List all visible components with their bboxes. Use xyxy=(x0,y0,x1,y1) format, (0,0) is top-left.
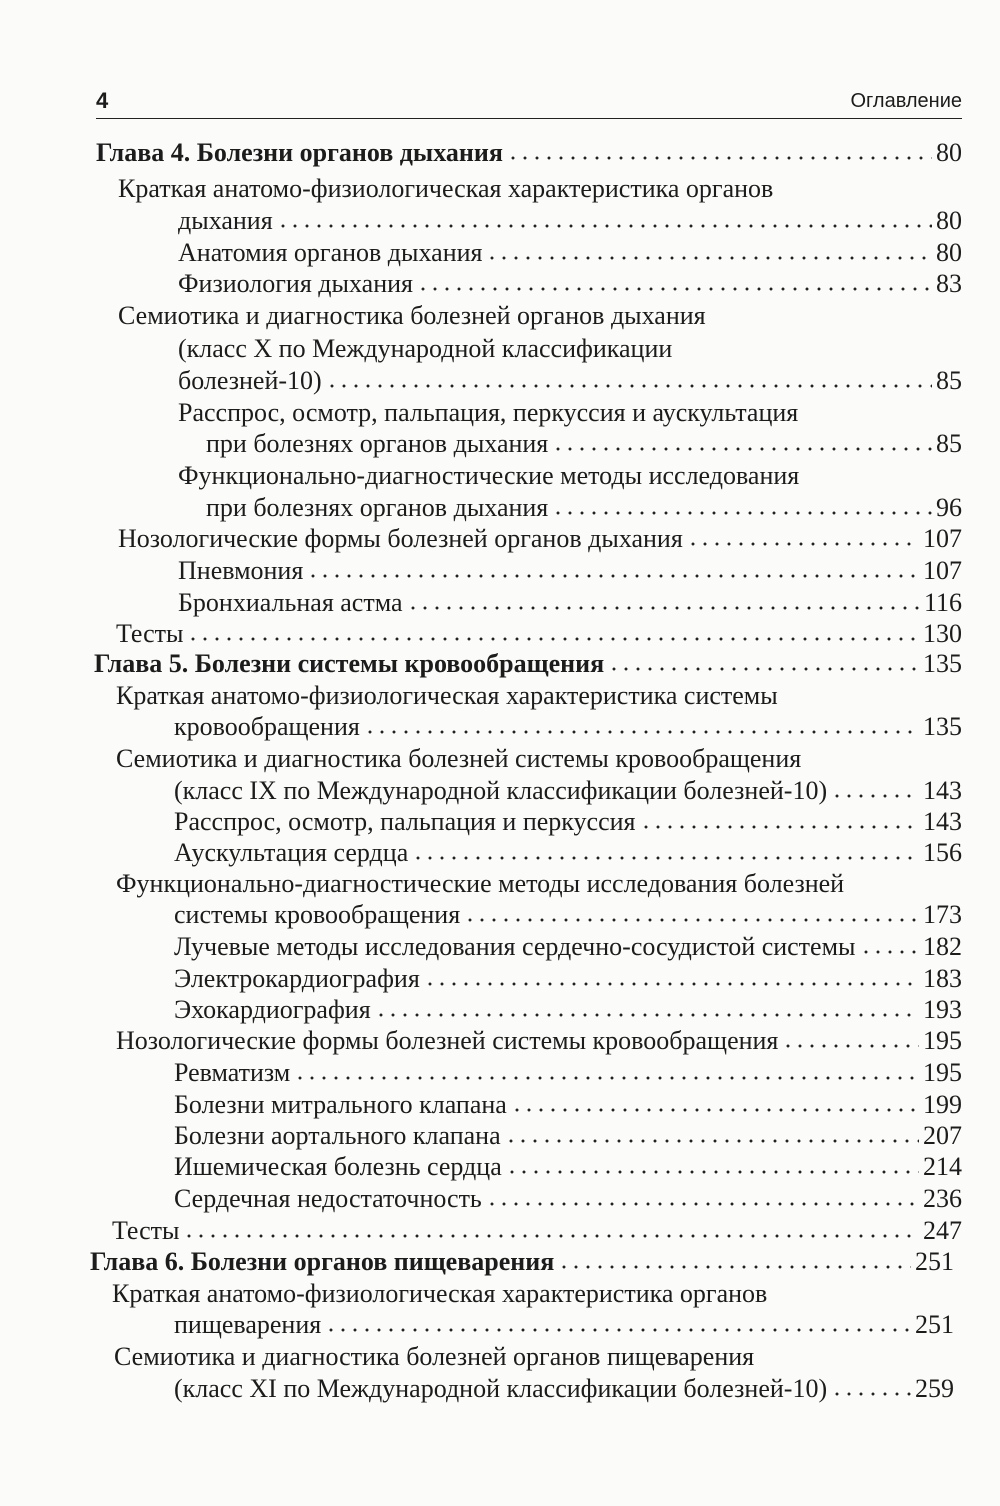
toc-entry-title: Функционально-диагностические методы исследования xyxy=(178,461,800,490)
toc-entry xyxy=(112,1215,962,1247)
dot-leader xyxy=(860,949,919,955)
toc-page-number: 247 xyxy=(923,1216,962,1245)
toc-page-number: 193 xyxy=(923,995,962,1024)
toc-chapter-entry xyxy=(90,1246,954,1278)
toc-entry xyxy=(178,397,962,429)
toc-page-number: 173 xyxy=(923,900,962,929)
toc-page-number: 143 xyxy=(923,807,962,836)
toc-entry xyxy=(178,555,962,587)
toc-entry-title: Физиология дыхания xyxy=(178,269,413,298)
dot-leader xyxy=(187,636,919,642)
toc-entry-title: пищеварения xyxy=(174,1310,322,1339)
toc-entry-title: Расспрос, осмотр, пальпация, перкуссия и аускультация xyxy=(178,398,799,427)
toc-entry xyxy=(116,618,962,650)
toc-page-number: 195 xyxy=(923,1026,962,1055)
toc-entry xyxy=(174,711,962,743)
toc-entry xyxy=(174,1373,954,1405)
toc-entry-title: при болезнях органов дыхания xyxy=(206,429,549,458)
toc-page-number: 130 xyxy=(923,619,962,648)
toc-page-number: 182 xyxy=(923,932,962,961)
toc-entry xyxy=(178,365,962,397)
toc-page-number: 135 xyxy=(923,649,962,678)
toc-page-number: 236 xyxy=(923,1184,962,1213)
toc-entry xyxy=(174,963,962,995)
dot-leader xyxy=(412,855,919,861)
toc-page-number: 80 xyxy=(936,238,962,267)
dot-leader xyxy=(608,666,919,672)
toc-entry-title: Краткая анатомо-физиологическая характеристика системы xyxy=(116,681,778,710)
toc-entry-title: Глава 6. Болезни органов пищеварения xyxy=(90,1247,555,1276)
toc-page-number: 96 xyxy=(936,493,962,522)
toc-entry xyxy=(178,333,962,365)
toc-entry xyxy=(174,1120,962,1152)
dot-leader xyxy=(294,1075,919,1081)
toc-page-number: 135 xyxy=(923,712,962,741)
toc-page-number: 80 xyxy=(936,138,962,167)
dot-leader xyxy=(511,1107,919,1113)
toc-page-number: 83 xyxy=(936,269,962,298)
toc-page-number: 116 xyxy=(923,588,962,617)
toc-entry-title: Тесты xyxy=(116,619,184,648)
toc-entry xyxy=(174,931,962,963)
toc-page-number: 85 xyxy=(936,366,962,395)
toc-entry xyxy=(178,237,962,269)
toc-entry-title: Болезни аортального клапана xyxy=(174,1121,501,1150)
toc-entry xyxy=(112,1278,954,1310)
toc-entry-title: Семиотика и диагностика болезней системы кровообращения xyxy=(116,744,802,773)
dot-leader xyxy=(552,510,932,516)
toc-entry xyxy=(174,806,962,838)
dot-leader xyxy=(640,824,920,830)
toc-entry xyxy=(116,868,962,900)
dot-leader xyxy=(375,1012,919,1018)
toc-entry xyxy=(174,1057,962,1089)
toc-entry xyxy=(206,492,962,524)
toc-page-number: 195 xyxy=(923,1058,962,1087)
page-number: 4 xyxy=(96,88,109,113)
toc-entry xyxy=(174,994,962,1026)
toc-entry-title: (класс IX по Международной классификации болезней-10) xyxy=(174,776,828,805)
toc-entry-title: Семиотика и диагностика болезней органов дыхания xyxy=(118,301,706,330)
toc-entry-title: Ишемическая болезнь сердца xyxy=(174,1152,502,1181)
toc-entry-title: при болезнях органов дыхания xyxy=(206,493,549,522)
toc-entry-title: (класс X по Международной классификации xyxy=(178,334,673,363)
toc-entry xyxy=(118,173,962,205)
dot-leader xyxy=(417,286,932,292)
toc-entry-title: Ревматизм xyxy=(174,1058,291,1087)
toc-entry xyxy=(178,268,962,300)
toc-entry-title: Семиотика и диагностика болезней органов пищеварения xyxy=(114,1342,755,1371)
dot-leader xyxy=(464,917,919,923)
dot-leader xyxy=(326,383,932,389)
toc-entry xyxy=(178,587,962,619)
toc-entry-title: Эхокардиография xyxy=(174,995,371,1024)
toc-entry xyxy=(116,680,962,712)
toc-entry xyxy=(206,428,962,460)
toc-entry xyxy=(174,837,962,869)
toc-entry-title: Сердечная недостаточность xyxy=(174,1184,482,1213)
toc-entry-title: Пневмония xyxy=(178,556,304,585)
toc-page-number: 143 xyxy=(923,776,962,805)
toc-entry xyxy=(114,1341,954,1373)
running-title: Оглавление xyxy=(850,90,962,112)
toc-page-number: 107 xyxy=(923,524,962,553)
dot-leader xyxy=(486,255,932,261)
toc-entry-title: Электрокардиография xyxy=(174,964,420,993)
toc-entry-title: Анатомия органов дыхания xyxy=(178,238,483,267)
toc-entry-title: (класс XI по Международной классификации болезней-10) xyxy=(174,1374,828,1403)
dot-leader xyxy=(552,446,932,452)
toc-entry xyxy=(118,300,962,332)
dot-leader xyxy=(486,1201,919,1207)
toc-entry-title: Лучевые методы исследования сердечно-сосудистой системы xyxy=(174,932,856,961)
toc-entry-title: Болезни митрального клапана xyxy=(174,1090,507,1119)
toc-page-number: 80 xyxy=(936,206,962,235)
toc-page-number: 251 xyxy=(915,1247,954,1276)
dot-leader xyxy=(364,729,919,735)
dot-leader xyxy=(507,155,932,161)
toc-entry-title: Глава 5. Болезни системы кровообращения xyxy=(94,649,605,678)
toc-entry-title: Нозологические формы болезней системы кровообращения xyxy=(116,1026,779,1055)
toc-entry xyxy=(174,775,962,807)
toc-page-number: 214 xyxy=(923,1152,962,1181)
dot-leader xyxy=(558,1264,911,1270)
toc-entry xyxy=(178,205,962,237)
dot-leader xyxy=(424,981,919,987)
toc-entry-title: Краткая анатомо-физиологическая характеристика органов xyxy=(118,174,774,203)
dot-leader xyxy=(782,1043,919,1049)
toc-entry-title: Глава 4. Болезни органов дыхания xyxy=(96,138,503,167)
page-header xyxy=(96,84,962,119)
dot-leader xyxy=(183,1233,919,1239)
dot-leader xyxy=(277,223,932,229)
dot-leader xyxy=(831,1391,911,1397)
toc-entry-title: системы кровообращения xyxy=(174,900,461,929)
dot-leader xyxy=(307,573,919,579)
toc-page-number: 251 xyxy=(915,1310,954,1339)
toc-entry xyxy=(174,1183,962,1215)
toc-entry xyxy=(116,1025,962,1057)
toc-entry-title: Тесты xyxy=(112,1216,180,1245)
dot-leader xyxy=(407,605,920,611)
toc-entry xyxy=(174,1089,962,1121)
toc-entry xyxy=(178,460,962,492)
toc-page-number: 85 xyxy=(936,429,962,458)
toc-entry xyxy=(118,523,962,555)
toc-page-number: 259 xyxy=(915,1374,954,1403)
toc-entry-title: болезней-10) xyxy=(178,366,322,395)
toc-entry xyxy=(174,1309,954,1341)
toc-chapter-entry xyxy=(96,137,962,169)
toc-page-number: 199 xyxy=(923,1090,962,1119)
toc-page-number: 207 xyxy=(923,1121,962,1150)
dot-leader xyxy=(506,1169,919,1175)
toc-entry-title: Расспрос, осмотр, пальпация и перкуссия xyxy=(174,807,636,836)
toc-entry-title: Бронхиальная астма xyxy=(178,588,403,617)
toc-entry xyxy=(174,899,962,931)
toc-chapter-entry xyxy=(94,648,962,680)
dot-leader xyxy=(505,1138,919,1144)
toc-entry-title: Нозологические формы болезней органов дыхания xyxy=(118,524,683,553)
dot-leader xyxy=(687,541,919,547)
dot-leader xyxy=(831,793,919,799)
toc-entry-title: дыхания xyxy=(178,206,273,235)
toc-page-number: 183 xyxy=(923,964,962,993)
toc-entry xyxy=(174,1151,962,1183)
toc-entry xyxy=(116,743,962,775)
toc-page-number: 156 xyxy=(923,838,962,867)
toc-entry-title: Краткая анатомо-физиологическая характеристика органов xyxy=(112,1279,768,1308)
toc-entry-title: кровообращения xyxy=(174,712,360,741)
toc-entry-title: Аускультация сердца xyxy=(174,838,409,867)
toc-entry-title: Функционально-диагностические методы исследования болезней xyxy=(116,869,845,898)
dot-leader xyxy=(325,1327,911,1333)
toc-page-number: 107 xyxy=(923,556,962,585)
